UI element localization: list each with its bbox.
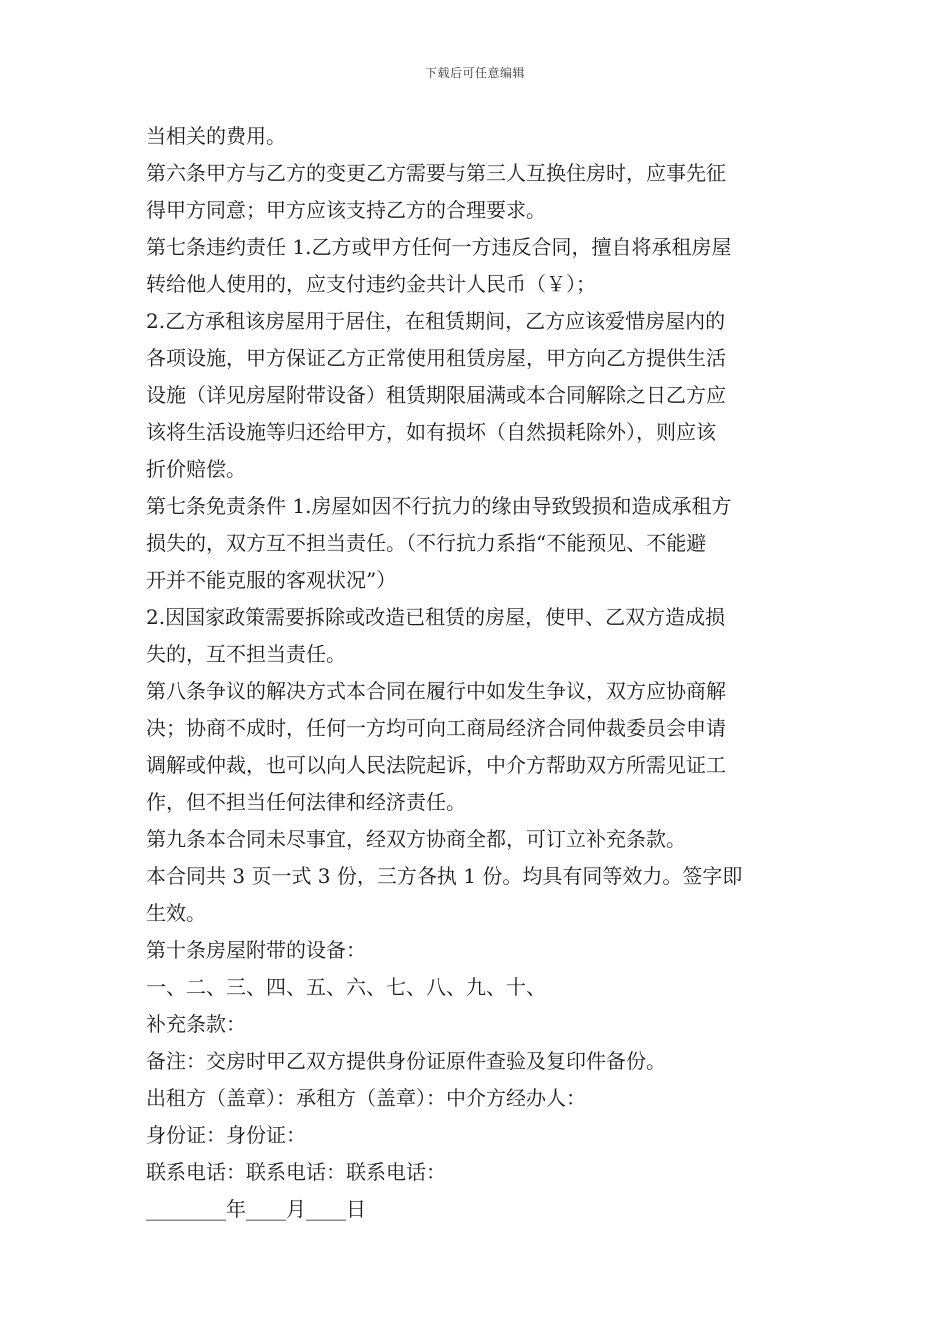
page-header: 下载后可任意编辑 — [424, 66, 525, 80]
clause-2-line-1: 2.乙方承租该房屋用于居住，在租赁期间，乙方应该爱惜房屋内的 — [146, 309, 726, 333]
article-10-line: 第十条房屋附带的设备： — [146, 938, 366, 962]
article-9-line: 第九条本合同未尽事宜，经双方协商全都，可订立补充条款。 — [146, 827, 686, 851]
copies-line-1: 本合同共 3 页一式 3 份，三方各执 1 份。均具有同等效力。签字即 — [146, 864, 743, 888]
article-8-line-4: 作，但不担当任何法律和经济责任。 — [146, 790, 466, 814]
exemption-clause-2-line-2: 失的，互不担当责任。 — [146, 642, 346, 666]
date-line: ________年____月____日 — [146, 1197, 366, 1221]
phone-line: 联系电话：联系电话：联系电话： — [146, 1160, 446, 1184]
document-body — [146, 118, 810, 1228]
text-line: 当相关的费用。 — [146, 124, 286, 148]
clause-2-line-4: 该将生活设施等归还给甲方，如有损坏（自然损耗除外），则应该 — [146, 420, 716, 444]
signatories-line: 出租方（盖章）：承租方（盖章）：中介方经办人： — [146, 1086, 586, 1110]
exemption-clause-2-line-1: 2.因国家政策需要拆除或改造已租赁的房屋，使甲、乙双方造成损 — [146, 605, 726, 629]
article-6-line-2: 得甲方同意；甲方应该支持乙方的合理要求。 — [146, 198, 546, 222]
article-7-exemption-line-3: 开并不能克服的客观状况”） — [146, 568, 397, 592]
article-7-breach-line-1: 第七条违约责任 1.乙方或甲方任何一方违反合同，擅自将承租房屋 — [146, 235, 732, 259]
supplementary-terms-line: 补充条款： — [146, 1012, 246, 1036]
clause-2-line-2: 各项设施，甲方保证乙方正常使用租赁房屋，甲方向乙方提供生活 — [146, 346, 726, 370]
article-7-exemption-line-1: 第七条免责条件 1.房屋如因不行抗力的缘由导致毁损和造成承租方 — [146, 494, 732, 518]
article-6-line-1: 第六条甲方与乙方的变更乙方需要与第三人互换住房时，应事先征 — [146, 161, 726, 185]
article-8-line-2: 决；协商不成时，任何一方均可向工商局经济合同仲裁委员会申请 — [146, 716, 726, 740]
clause-2-line-5: 折价赔偿。 — [146, 457, 246, 481]
copies-line-2: 生效。 — [146, 901, 206, 925]
article-7-breach-line-2: 转给他人使用的，应支付违约金共计人民币（￥）； — [146, 272, 596, 296]
remarks-line: 备注：交房时甲乙双方提供身份证原件查验及复印件备份。 — [146, 1049, 666, 1073]
article-8-line-3: 调解或仲裁，也可以向人民法院起诉，中介方帮助双方所需见证工 — [146, 753, 726, 777]
id-card-line: 身份证：身份证： — [146, 1123, 306, 1147]
clause-2-line-3: 设施（详见房屋附带设备）租赁期限届满或本合同解除之日乙方应 — [146, 383, 726, 407]
equipment-list-line: 一、二、三、四、五、六、七、八、九、十、 — [146, 975, 546, 999]
article-7-exemption-line-2: 损失的，双方互不担当责任。（不行抗力系指“不能预见、不能避 — [146, 531, 707, 555]
article-8-line-1: 第八条争议的解决方式本合同在履行中如发生争议，双方应协商解 — [146, 679, 726, 703]
